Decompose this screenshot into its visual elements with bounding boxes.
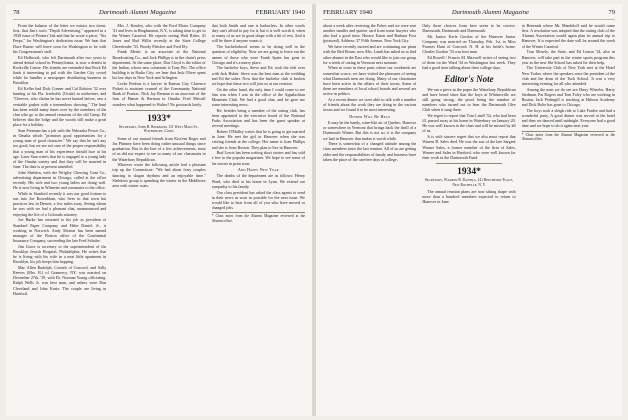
right-column-1	[323, 23, 416, 415]
right-column-3	[522, 23, 615, 415]
paragraph: Joe Burke has returned to his job as president of Standard Paper Company and Hebe Daniel, Jr., is working in Norwich. Andy Morton has been named manager of the Boston office of the Continental Insurance Company, succeeding the late Fred Schuler.	[13, 217, 107, 243]
paragraph: While in Stanford recently it was our good fortune to run into Joe Rosenblum, who lives in that town but practices law in Denver, a few miles away. Seeing whom he was with we had a pleasant chat, unannounced and enjoying the life of a Colorado attorney.	[13, 190, 107, 217]
class-secretary-line: Secretary, Warren B. Daniels, 141 Beechfort Place, New Rochelle, N. Y.	[424, 177, 514, 187]
paragraph: Bud Lewis has been writing short stories and has sold a few to the popular magazines. We hope to see some of his stories in print soon.	[211, 150, 305, 166]
page-number: 78	[13, 9, 20, 16]
paragraph: Locke Perkins is a lawyer in Kansas City. Clarence Pickett is assistant counsel of the Community National Bank of Pontiac. Nick Jay Berman is an associate of the firm of Hamer & Berman in Omaha. Fred Metcalf wonders what happened to Walter? No postcards lately.	[112, 80, 206, 107]
paragraph: Ed Rowell / Francis M. Maxwell writes of seeing two of them on the Ward '34 in Washington last week. They had a good time talking about their college days.	[422, 55, 516, 71]
divider	[436, 163, 501, 164]
paragraph: It may be the handy, wine-like air of Quebec, Hanover or somewhere in Vermont that brings back the thrill of a Dartmouth Winter. But this is not so; it is the company we had in Hanover that makes it worth while.	[323, 120, 417, 141]
running-head-right	[323, 9, 615, 20]
footnote: * Class notes from the Alumni Magazine reviewed at the Alumni office.	[211, 214, 305, 223]
page-number: 79	[608, 9, 615, 16]
paragraph: The boys took a sleigh ride to Lake Fairlee and had a wonderful party. A good dinner was served at the hotel and then we danced until midnight. Everyone had a good time and we hope to do it again next year.	[521, 107, 615, 129]
paragraph: Among the men we do see are Harry Wheeler, Harry Stedman, Pat Rogers and Tom Foley who are working in Boston. Jack Pettingill is teaching at Hebron Academy and Dick Bolte has gone to Chicago.	[521, 86, 615, 108]
issue-date: FEBRUARY 1940	[255, 9, 305, 16]
divider	[126, 110, 191, 111]
magazine-title: Dartmouth Alumni Magazine	[99, 9, 177, 16]
paragraph: Frank Metric is an associate at the National Broadcasting Co., and Jack Phillips is in the chain's press department. At the same place, Don Lloyd is the editor of the Indian, whose new columnist is Tony Pitt. The office building is in Radio City; we hear that Jack Oliver spent his last days in New York and Arlington.	[112, 49, 206, 81]
paragraph: There is somewhat of a changed attitude among the class members since the last reunion. All of us are getting older and the responsibilities of family and business have taken the place of the carefree days at college.	[323, 141, 417, 162]
paragraph: He, besides being a member of the outing club, has been appointed to the executive board of the National Parks Association and has been the guest speaker at several meetings.	[211, 107, 305, 129]
class-heading-1934: 1934*	[457, 166, 481, 177]
paragraph: Mrs. J. Kinsley, who with the Ford Motor Company '41 and lives in Binghamton, N.Y., is taking time to get to the Winter Carnival. He reports seeing Walt Ritter, Al Jones and Bud Willis recently at the State College Cheerleader '33, Woody Fletcher and Fred Ely.	[112, 23, 206, 49]
paragraph: At a recent dinner we were able to talk with a number of friends about the work they are doing in the various towns and we found it to be most interesting.	[323, 96, 417, 113]
paragraph: It is with sincere regret that we also must report that Warren B. Sales died. He was the son of the late Sargent Warner Sales, a former member of the firm of Sales, Warner and Sales in Hartford, who were well known for their work in the Dartmouth Fund.	[422, 134, 516, 160]
paragraph: When in town in these parts where our weekends are somewhat scarce, we have visited the pleasures of seeing what Dartmouth men are doing. Many of our classmates have been active in the affairs of their towns. Some of them are members of local school boards and several are active in politics.	[323, 65, 417, 97]
paragraph: Jim Grace is secretary to the superintendent of the Brooklyn Jewish Hospital, Philadelphia. He writes that he is living with his wife in a neat little apartment in Brooklyn, his job keeps him hopping.	[13, 243, 107, 265]
left-page-columns	[13, 23, 305, 415]
right-page	[316, 4, 622, 416]
left-column-3	[212, 23, 305, 415]
right-column-2	[422, 23, 515, 415]
left-column-2	[112, 23, 205, 415]
paragraph: The University Club of New York met at the Hotel New Yorker where the speakers were the president of the club and the dean of the Tuck School. It was a very interesting evening for all who attended.	[521, 65, 615, 86]
paragraph: The bachelor boys, Steve and Ed, took the ride over with Jack Huber. Steve was the best man at the wedding and Ed the usher. Now that the bachelor club is broken we hope that these two will join us at our reunion.	[211, 65, 305, 86]
paragraph: The bachelorhood seems to be doing well in the question of eligibility. Now we are going to leave out the names of those who were Frank Spain has gone to Chicago and it's a merry place.	[211, 44, 305, 65]
paragraph: On the other hand, the only time I could come to see him was when I was in the office of the Appalachian Mountain Club. We had a good chat, and he gave me some interesting news.	[211, 86, 305, 108]
subheading: Dinner Will Be Held	[349, 113, 391, 119]
paragraph: in Bermuda where Mr. Mandeloff said he would come first. A resolution was adopted that the outing club of the Alumni Association would again plan its annual trip to Hanover. It is expected the date will be around the week of the Winter Carnival.	[521, 23, 615, 49]
paragraph: Mr. Junior Kerle Gordon of the Hanover Junior Company was married on Thursday, Feb. 1st, to Miss Frances Hunt of Concord, N. H. at his bride's home. Charles Gordon '33 was best man.	[422, 33, 516, 55]
right-page-columns	[323, 23, 615, 415]
paragraph: We have recently moved and are continuing our plans with the Red House; now Mrs. Lamb has asked us to find other alumni in the East who would like to join our group for a week of outing in Vermont next summer.	[323, 44, 417, 65]
paragraph: We regret to report that Tom Linell '34, who had been ill, passed away at his home in Waterbury on January 20. He was well known in the class and will be missed by all of us.	[422, 112, 516, 134]
section-heading-editors-note: Editor's Note	[444, 73, 494, 84]
paragraph: Tom Mosely, the State, and Ed Linton '34, also in Hanover, will take part in the winter sports program this year as the new Ski School has asked for their help.	[521, 49, 615, 65]
paragraph: Mac Allen Rudolph, Corinth of Concord, and Sally Reeves (Mrs. B.) of Gramercy, NY, was married on December 27th, '39, with Dr. Norman Young officiating. Ralph Wells Jr. was best man, and ushers were Don Cleveland and John Kurtz. The couple are living in Hartford.	[13, 264, 107, 296]
paragraph: The annual reunion plans are now taking shape with more than a hundred members expected to return to Hanover in June.	[422, 189, 516, 205]
paragraph: Whoever wrote the following article had a pleasant trip up the Connecticut: "We had about forty couples dancing to slogan rhythms and an enjoyable time." Sheldon's group is spending the winter in the Middlesex area with winter coats.	[112, 162, 206, 188]
paragraph: Stan Freeman has a job with the Nebraska Power Co., in Omaha which "promises good opportunities for a young man of good character." We say that he isn't any too good, but we are not sure of the proper responsibility that a young man of his experience should face at his age. Later Stan writes that he is engaged to a young lady of the Omaha variety and that they will be married in June. The date is at present unsettled.	[13, 127, 107, 169]
paragraph: The deaths of the department are as follows: Henry Ward, who died at his home in Lynn. We extend our sympathy to his family.	[211, 173, 305, 189]
issue-date: FEBRUARY 1940	[323, 9, 373, 16]
class-secretary-line: Secretary, John B. Redmond, 111 West Main St., Waterbury, Conn.	[118, 124, 200, 134]
running-head-left	[13, 9, 305, 20]
class-heading-1933: 1933*	[147, 113, 171, 124]
paragraph: Some of our mutual friends from Kiss'em Roger and Jas Phinney have been doing rather unusual things since graduation. But in the line of a few achievements, most of us did not expect to see so many of our classmates in the Waterbury Republican.	[112, 135, 206, 162]
paragraph: that both Smith and one is harborless. In other words they can't afford to pay for it, but it is well worth it, when so many of us are in good shape with a bit of rest. And it will be there if anyone wants it.	[211, 23, 305, 44]
paragraph: Ed Holbrook, who left Dartmouth after two years to attend dental school in Pennsylvania, is now a dentist in Rockville Centre. His friends are reminded that Rock Ed finds it interesting to pal with the Garden City crowd while he handles a newspaper distributing business in Brooklyn.	[13, 54, 107, 86]
paragraph: From the balance of the letter we extract two items: first, that Jim's son's "Depth Advertising," appeared in a 1938 issue of Printers' Ink and that he wrote a piece, "Six Peeps," for Washington's dedication issue. We hear that Dave Baxter will leave soon for Washington to be with his Congressman's staff.	[13, 23, 107, 54]
paragraph: Our class president has asked the class agents to send in their news as soon as possible for the next issue. We would like to hear from all of you who have moved or changed jobs.	[211, 189, 305, 210]
paragraph: We ran a piece in the paper the Waterbury Republican and have heard since that the boys at Whitinsville are still going strong, the proof being the number of members who turned out to hear the Dartmouth Glee Club when it sang there.	[422, 86, 516, 113]
paragraph: Robert O'Malley writes that he is going to get married in June. He met the girl in Hanover when she was visiting friends at the college. Her name is Joan Phillips and she is from Boston. They plan to live in Hanover.	[211, 129, 305, 150]
footnote: * Class notes from the Alumni Magazine reviewed at the Alumni office.	[521, 132, 615, 141]
subheading: And Happy New Year	[237, 167, 279, 173]
left-page	[6, 4, 312, 416]
left-column-1	[13, 23, 106, 415]
paragraph: Ed Keller had Dick Conner and Cal Ralston '32 over hunting at his Fla. freeholds (Ocala) in midwinter, and "Cheeves, who claims he has never hunted before, saw a veritable gusher with a tremendous showing." The hunt has been retold many times over by the members of the clan who go to the annual reunions of the old Camp. Ed believes that the lodge and the woods still make a great place for a holiday.	[13, 86, 107, 128]
paragraph: about a week after receiving the Fobes and we were sent another smaller and quieter card from some lawyers who also had a good time: Horace Eaton and Barbara Foss (pictured). Address: 37 Fifth Avenue, New York City.	[323, 23, 417, 44]
paragraph: Only three choices from here seem to be correct: Dartmouth, Dartmouth and Dartmouth.	[422, 23, 516, 34]
magazine-title: Dartmouth Alumni Magazine	[451, 9, 529, 16]
paragraph: John Sheldon, with the Wrigley Chewing Gum Co., advertising department in Chicago, called at the office recently. His wife and two young ladies are doing well. He is now living in Wilmette and commutes to the office.	[13, 169, 107, 191]
